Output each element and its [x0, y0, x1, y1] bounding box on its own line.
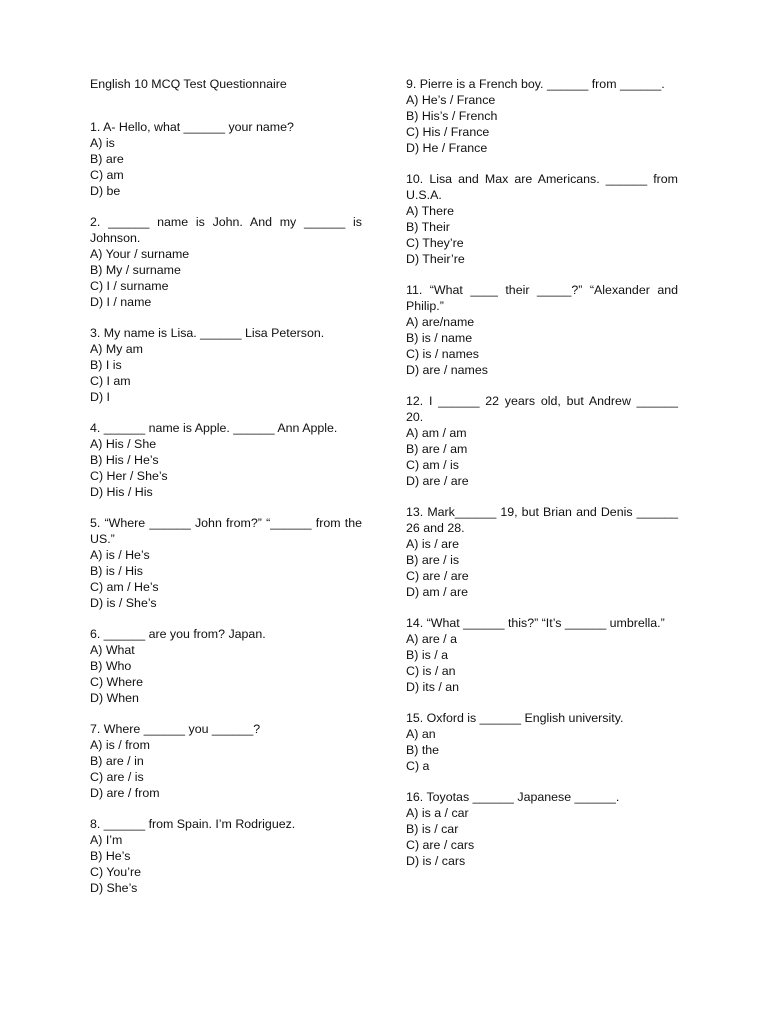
- option-a: A) My am: [90, 342, 144, 356]
- question-stem: 14. “What ______ this?” “It’s ______ umbrella.”: [406, 616, 665, 630]
- question-13: [406, 504, 678, 600]
- option-c: C) are / is: [90, 770, 144, 784]
- option-a: A) am / am: [406, 426, 467, 440]
- question-16: [406, 789, 678, 869]
- option-c: C) a: [406, 759, 430, 773]
- question-10: [406, 171, 678, 267]
- option-c: C) is / names: [406, 347, 479, 361]
- option-d: D) He / France: [406, 141, 488, 155]
- question-6: [90, 626, 362, 706]
- question-stem: 3. My name is Lisa. ______ Lisa Peterson.: [90, 326, 325, 340]
- option-a: A) There: [406, 204, 454, 218]
- option-b: B) I is: [90, 358, 122, 372]
- option-a: A) an: [406, 727, 436, 741]
- question-12: [406, 393, 678, 489]
- option-d: D) are / from: [90, 786, 160, 800]
- question-stem: 8. ______ from Spain. I’m Rodriguez.: [90, 817, 296, 831]
- option-a: A) is / from: [90, 738, 150, 752]
- option-a: A) is / He’s: [90, 548, 150, 562]
- question-stem: 11. “What ____ their _____?” “Alexander and Philip.”: [406, 283, 678, 313]
- option-b: B) He’s: [90, 849, 131, 863]
- question-stem: 5. “Where ______ John from?” “______ from the US.”: [90, 516, 362, 546]
- option-c: C) His / France: [406, 125, 490, 139]
- option-a: A) His / She: [90, 437, 157, 451]
- question-stem: 6. ______ are you from? Japan.: [90, 627, 266, 641]
- question-5: [90, 515, 362, 611]
- question-stem: 13. Mark______ 19, but Brian and Denis ______ 26 and 28.: [406, 505, 678, 535]
- option-a: A) Your / surname: [90, 247, 190, 261]
- option-a: A) I’m: [90, 833, 123, 847]
- question-9: [406, 76, 678, 156]
- option-d: D) am / are: [406, 585, 468, 599]
- question-4: [90, 420, 362, 500]
- option-c: C) You’re: [90, 865, 141, 879]
- option-c: C) am / is: [406, 458, 460, 472]
- question-stem: 15. Oxford is ______ English university.: [406, 711, 624, 725]
- option-d: D) I: [90, 390, 110, 404]
- question-stem: 4. ______ name is Apple. ______ Ann Apple.: [90, 421, 338, 435]
- question-stem: 2. ______ name is John. And my ______ is Johnson.: [90, 215, 362, 245]
- option-b: B) His’s / French: [406, 109, 498, 123]
- option-b: B) are / in: [90, 754, 144, 768]
- option-c: C) am: [90, 168, 124, 182]
- option-b: B) is / His: [90, 564, 144, 578]
- option-c: C) is / an: [406, 664, 456, 678]
- option-d: D) I / name: [90, 295, 152, 309]
- question-14: [406, 615, 678, 695]
- option-a: A) is: [90, 136, 115, 150]
- option-c: C) are / cars: [406, 838, 475, 852]
- option-b: B) is / car: [406, 822, 459, 836]
- question-stem: 10. Lisa and Max are Americans. ______ from U.S.A.: [406, 172, 678, 202]
- question-stem: 7. Where ______ you ______?: [90, 722, 261, 736]
- option-a: A) are/name: [406, 315, 475, 329]
- question-1: [90, 119, 362, 199]
- question-stem: 12. I ______ 22 years old, but Andrew ______ 20.: [406, 394, 678, 424]
- option-c: C) Where: [90, 675, 144, 689]
- option-c: C) are / are: [406, 569, 469, 583]
- question-2: [90, 214, 362, 310]
- option-d: D) be: [90, 184, 121, 198]
- option-d: D) is / cars: [406, 854, 466, 868]
- option-d: D) are / are: [406, 474, 469, 488]
- option-a: A) are / a: [406, 632, 457, 646]
- left-column: [90, 76, 362, 911]
- option-c: C) am / He’s: [90, 580, 159, 594]
- question-15: [406, 710, 678, 774]
- question-3: [90, 325, 362, 405]
- option-b: B) Their: [406, 220, 450, 234]
- option-b: B) the: [406, 743, 440, 757]
- question-stem: 1. A- Hello, what ______ your name?: [90, 120, 294, 134]
- option-d: D) She’s: [90, 881, 138, 895]
- option-c: C) Her / She’s: [90, 469, 168, 483]
- option-d: D) When: [90, 691, 139, 705]
- option-b: B) is / name: [406, 331, 473, 345]
- option-d: D) its / an: [406, 680, 460, 694]
- right-column: [406, 76, 678, 884]
- question-stem: 9. Pierre is a French boy. ______ from ______.: [406, 77, 665, 91]
- option-b: B) is / a: [406, 648, 448, 662]
- option-c: C) They’re: [406, 236, 464, 250]
- option-a: A) is a / car: [406, 806, 469, 820]
- question-7: [90, 721, 362, 801]
- option-b: B) are: [90, 152, 124, 166]
- option-c: C) I am: [90, 374, 131, 388]
- option-b: B) His / He’s: [90, 453, 159, 467]
- option-b: B) are / is: [406, 553, 460, 567]
- option-a: A) He’s / France: [406, 93, 496, 107]
- option-b: B) My / surname: [90, 263, 181, 277]
- option-a: A) is / are: [406, 537, 460, 551]
- option-d: D) Their’re: [406, 252, 465, 266]
- option-b: B) are / am: [406, 442, 468, 456]
- question-11: [406, 282, 678, 378]
- question-8: [90, 816, 362, 896]
- option-d: D) is / She’s: [90, 596, 157, 610]
- option-a: A) What: [90, 643, 135, 657]
- option-c: C) I / surname: [90, 279, 169, 293]
- question-stem: 16. Toyotas ______ Japanese ______.: [406, 790, 620, 804]
- document-title: English 10 MCQ Test Questionnaire: [90, 77, 287, 91]
- option-d: D) His / His: [90, 485, 153, 499]
- option-d: D) are / names: [406, 363, 488, 377]
- option-b: B) Who: [90, 659, 132, 673]
